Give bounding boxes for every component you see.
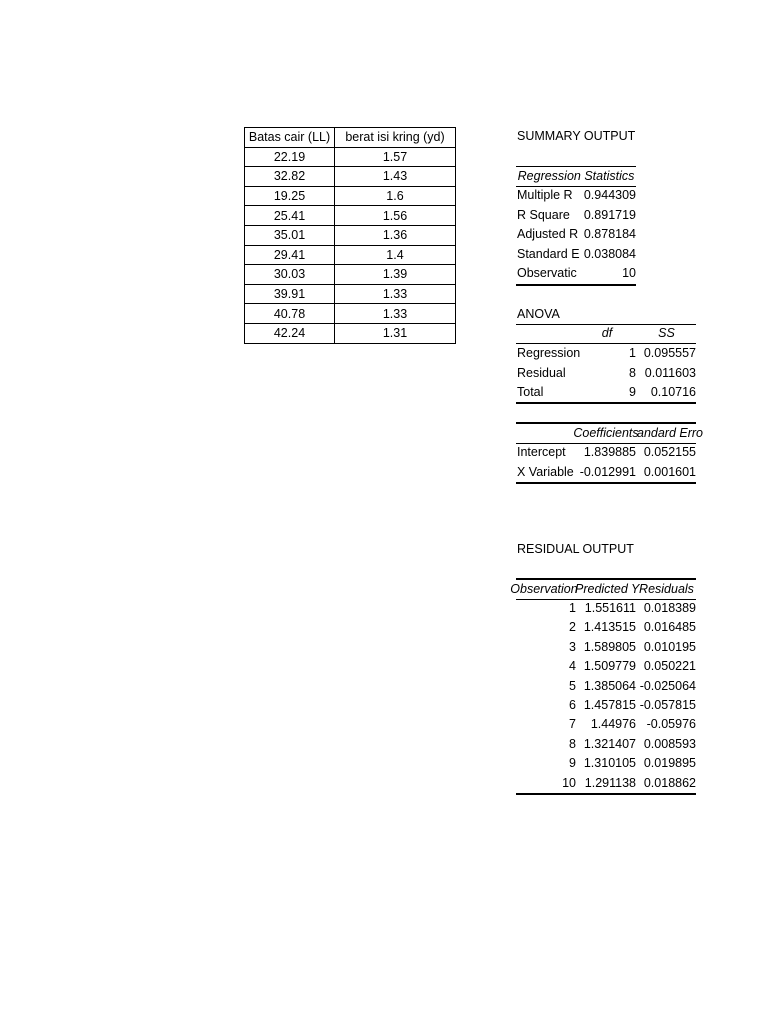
residual-bottom-rule bbox=[516, 793, 696, 795]
cell-batas-cair: 39.91 bbox=[245, 284, 335, 304]
anova-row-ss: 0.095557 bbox=[643, 346, 696, 360]
data-table-row bbox=[245, 245, 456, 265]
cell-berat-isi: 1.39 bbox=[335, 265, 456, 285]
anova-row-ss: 0.10716 bbox=[650, 385, 696, 400]
residual-row-observation: 8 bbox=[569, 736, 576, 751]
cell-batas-cair: 40.78 bbox=[245, 304, 335, 324]
residual-row-observation: 4 bbox=[569, 659, 576, 674]
residual-header-observation: Observation bbox=[510, 582, 578, 596]
column-header-batas-cair: Batas cair (LL) bbox=[245, 128, 335, 148]
residual-row-predicted: 1.413515 bbox=[583, 620, 636, 635]
cell-berat-isi: 1.31 bbox=[335, 323, 456, 343]
anova-title: ANOVA bbox=[517, 307, 560, 321]
stat-label: Observatic bbox=[517, 266, 577, 281]
anova-header-ss: SS bbox=[658, 326, 675, 340]
cell-batas-cair: 22.19 bbox=[245, 147, 335, 167]
residual-row-observation: 2 bbox=[569, 620, 576, 635]
residual-row-predicted: 1.509779 bbox=[583, 659, 636, 674]
residual-row-observation: 10 bbox=[562, 775, 576, 790]
data-table-header-row bbox=[245, 128, 456, 148]
anova-row-df: 8 bbox=[629, 365, 636, 380]
residual-row-predicted: 1.589805 bbox=[583, 639, 636, 654]
anova-row-df: 9 bbox=[629, 385, 636, 400]
residual-row-residual: 0.010195 bbox=[643, 639, 696, 654]
cell-batas-cair: 25.41 bbox=[245, 206, 335, 226]
coef-row-std-error: 0.001601 bbox=[643, 464, 696, 479]
residual-row-residual: -0.025064 bbox=[639, 678, 696, 693]
column-header-berat-isi: berat isi kring (yd) bbox=[335, 128, 456, 148]
residual-row-residual: 0.018862 bbox=[643, 775, 696, 790]
residual-row-observation: 6 bbox=[569, 698, 576, 712]
cell-berat-isi: 1.4 bbox=[335, 245, 456, 265]
residual-row-residual: 0.050221 bbox=[643, 659, 696, 674]
cell-batas-cair: 19.25 bbox=[245, 186, 335, 206]
coef-row-label: Intercept bbox=[517, 445, 566, 459]
residual-header-residuals: Residuals bbox=[639, 582, 694, 596]
residual-row-predicted: 1.310105 bbox=[583, 756, 636, 771]
residual-row-predicted: 1.551611 bbox=[584, 601, 636, 615]
coef-row-std-error: 0.052155 bbox=[643, 445, 696, 459]
cell-batas-cair: 32.82 bbox=[245, 167, 335, 187]
coef-header-coefficients: Coefficients bbox=[573, 426, 639, 440]
stat-value: 0.944309 bbox=[583, 188, 636, 202]
cell-batas-cair: 29.41 bbox=[245, 245, 335, 265]
anova-row-ss: 0.011603 bbox=[644, 365, 696, 380]
stat-value: 10 bbox=[622, 266, 636, 281]
stat-label: Adjusted R bbox=[517, 227, 579, 242]
residual-row-predicted: 1.44976 bbox=[590, 717, 636, 732]
residual-header-predicted: Predicted Y bbox=[575, 582, 640, 596]
data-table-row bbox=[245, 304, 456, 324]
residual-row-predicted: 1.385064 bbox=[583, 678, 636, 693]
cell-berat-isi: 1.57 bbox=[335, 147, 456, 167]
cell-batas-cair: 42.24 bbox=[245, 323, 335, 343]
coef-row-label: X Variable bbox=[517, 464, 574, 479]
stat-label: Standard E bbox=[517, 246, 580, 261]
data-table-row bbox=[245, 167, 456, 187]
coef-bottom-rule bbox=[516, 482, 696, 484]
data-table-row bbox=[245, 323, 456, 343]
residual-row-observation: 3 bbox=[569, 639, 576, 654]
cell-batas-cair: 35.01 bbox=[245, 225, 335, 245]
residual-row-residual: -0.057815 bbox=[639, 698, 696, 712]
residual-row-predicted: 1.321407 bbox=[583, 736, 636, 751]
cell-berat-isi: 1.43 bbox=[335, 167, 456, 187]
residual-row-observation: 1 bbox=[569, 601, 576, 615]
residual-row-residual: 0.016485 bbox=[643, 620, 696, 635]
residual-row-predicted: 1.291138 bbox=[584, 775, 636, 790]
coef-row-value: 1.839885 bbox=[583, 445, 636, 459]
residual-row-residual: 0.018389 bbox=[643, 601, 696, 615]
anova-row-label: Regression bbox=[517, 346, 581, 360]
data-table bbox=[244, 127, 456, 344]
anova-row-label: Residual bbox=[517, 365, 566, 380]
cell-batas-cair: 30.03 bbox=[245, 265, 335, 285]
coef-row-value: -0.012991 bbox=[579, 464, 636, 479]
stat-value: 0.038084 bbox=[583, 246, 636, 261]
regression-stats-bottom-rule bbox=[516, 284, 636, 286]
cell-berat-isi: 1.56 bbox=[335, 206, 456, 226]
cell-berat-isi: 1.33 bbox=[335, 284, 456, 304]
residual-row-observation: 5 bbox=[569, 678, 576, 693]
coef-header-std-error: andard Erro bbox=[637, 426, 704, 440]
data-table-row bbox=[245, 284, 456, 304]
residual-row-observation: 7 bbox=[569, 717, 576, 732]
stat-label: Multiple R bbox=[517, 188, 573, 202]
data-table-row bbox=[245, 147, 456, 167]
regression-stats-header: Regression Statistics bbox=[517, 169, 635, 183]
residual-row-residual: 0.019895 bbox=[643, 756, 696, 771]
residual-row-residual: -0.05976 bbox=[646, 717, 696, 732]
cell-berat-isi: 1.6 bbox=[335, 186, 456, 206]
stat-label: R Square bbox=[517, 207, 570, 222]
residual-row-observation: 9 bbox=[569, 756, 576, 771]
residual-row-predicted: 1.457815 bbox=[583, 698, 636, 712]
anova-row-df: 1 bbox=[629, 346, 636, 360]
summary-title: SUMMARY OUTPUT bbox=[517, 129, 636, 143]
data-table-row bbox=[245, 206, 456, 226]
residual-title: RESIDUAL OUTPUT bbox=[517, 542, 634, 556]
data-table-row bbox=[245, 186, 456, 206]
data-table-row bbox=[245, 265, 456, 285]
anova-header-df: df bbox=[601, 326, 613, 340]
anova-bottom-rule bbox=[516, 402, 696, 404]
stat-value: 0.878184 bbox=[583, 227, 636, 242]
data-table-row bbox=[245, 225, 456, 245]
anova-row-label: Total bbox=[517, 385, 544, 400]
stat-value: 0.891719 bbox=[583, 207, 636, 222]
residual-row-residual: 0.008593 bbox=[643, 736, 696, 751]
cell-berat-isi: 1.36 bbox=[335, 225, 456, 245]
cell-berat-isi: 1.33 bbox=[335, 304, 456, 324]
